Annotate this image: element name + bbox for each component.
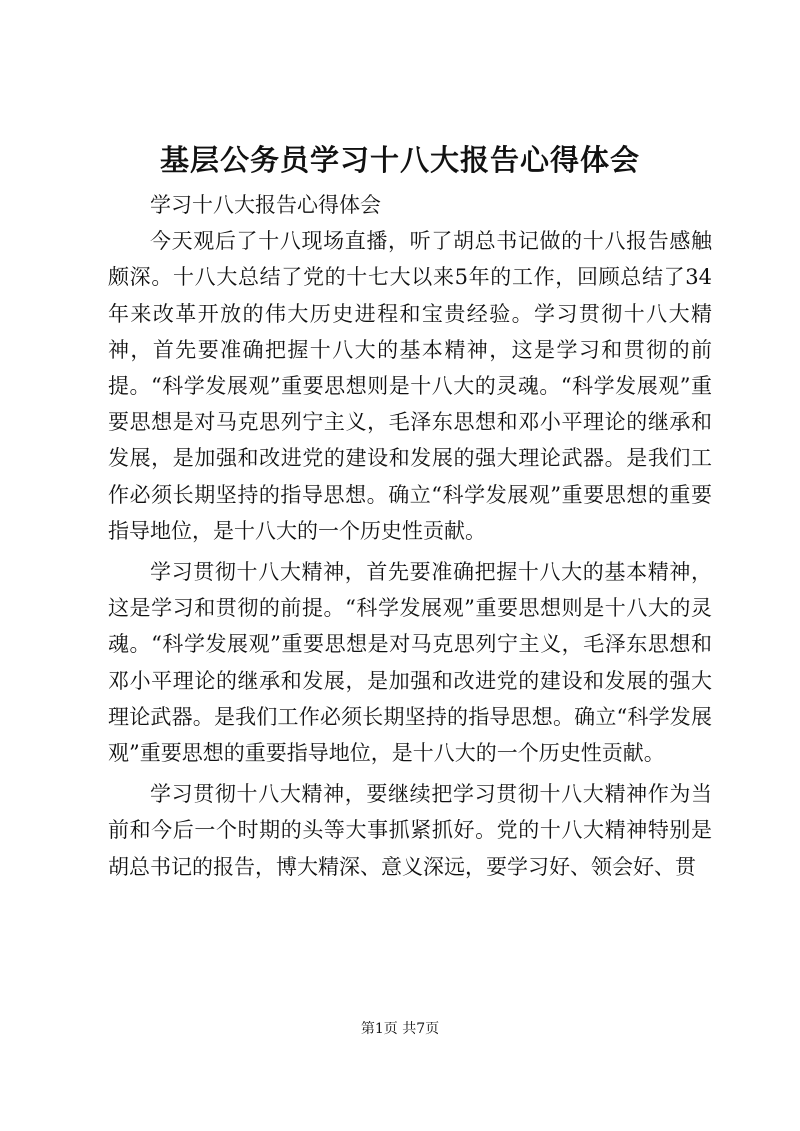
body-paragraph: 学习贯彻十八大精神，首先要准确把握十八大的基本精神，这是学习和贯彻的前提。“科学发展观”重要思想则是十八大的灵魂。“科学发展观”重要思想是对马克思列宁主义，毛泽东思想和邓小平理论的继承和发展，是加强和改进党的建设和发展的强大理论武器。是我们工作必须长期坚持的指导思想。确立“科学发展观”重要思想的重要指导地位，是十八大的一个历史性贡献。 [108,560,712,766]
document-title: 基层公务员学习十八大报告心得体会 [159,143,640,177]
document-body [108,187,712,885]
page-footer: 第1页 共7页 [360,1021,440,1037]
subtitle-paragraph: 学习十八大报告心得体会 [150,193,381,217]
body-paragraph: 今天观后了十八现场直播，听了胡总书记做的十八报告感触颇深。十八大总结了党的十七大以来5年的工作，回顾总结了34年来改革开放的伟大历史进程和宝贵经验。学习贯彻十八大精神，首先要准确把握十八大的基本精神，这是学习和贯彻的前提。“科学发展观”重要思想则是十八大的灵魂。“科学发展观”重要思想是对马克思列宁主义，毛泽东思想和邓小平理论的继承和发展，是加强和改进党的建设和发展的强大理论武器。是我们工作必须长期坚持的指导思想。确立“科学发展观”重要思想的重要指导地位，是十八大的一个历史性贡献。 [108,229,712,543]
body-paragraph: 学习贯彻十八大精神，要继续把学习贯彻十八大精神作为当前和今后一个时期的头等大事抓紧抓好。党的十八大精神特别是胡总书记的报告，博大精深、意义深远，要学习好、领会好、贯 [108,782,712,879]
